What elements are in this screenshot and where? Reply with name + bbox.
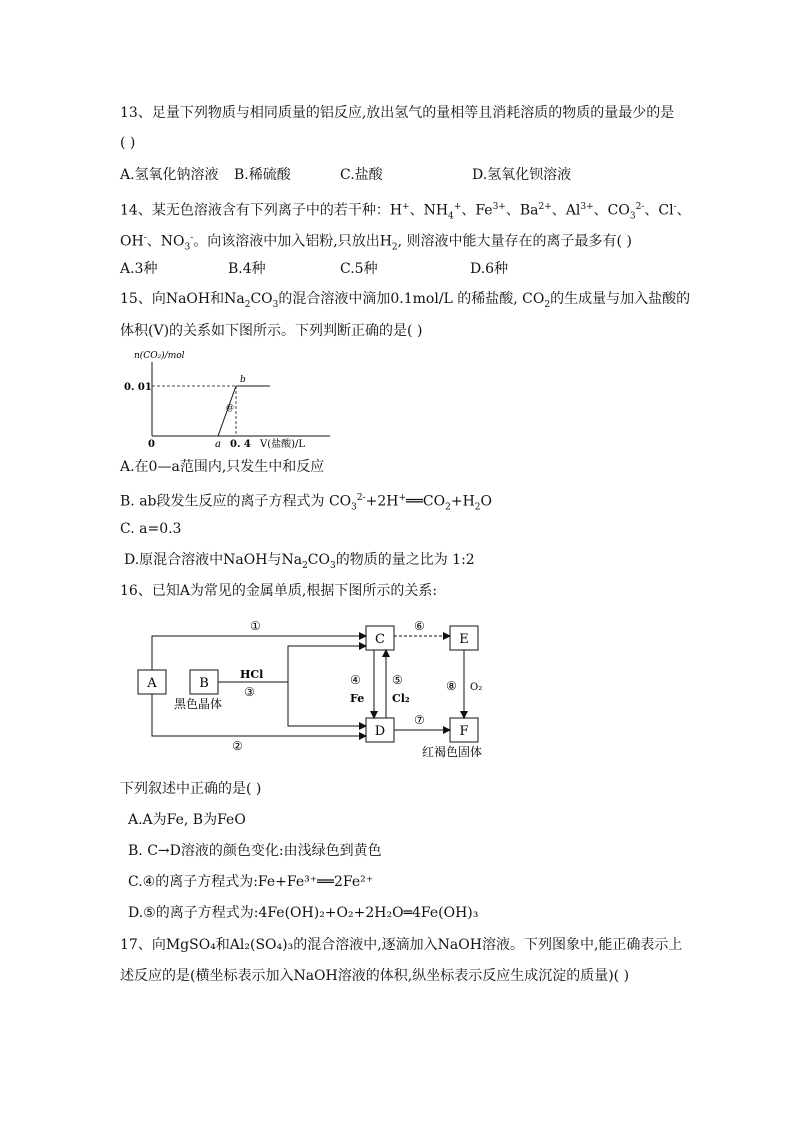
q15-option-c: C. a=0.3 [120, 521, 182, 537]
graph-ylabel: n(CO₂)/mol [134, 351, 185, 361]
q13-option-a: A.氢氧化钠溶液 [120, 167, 219, 183]
q15-option-b: B. ab段发生反应的离子方程式为 $CO_3^{2-}+2H^+══CO_2+H_2O$ [120, 493, 493, 513]
reaction-diagram [130, 610, 500, 760]
svg-text:F: F [459, 724, 469, 739]
svg-text:@: @ [226, 403, 234, 412]
q15-line2: 体积(V)的关系如下图所示。下列判断正确的是( ) [120, 323, 423, 339]
graph-xtick-a: a [215, 439, 221, 450]
graph-ytick: 0. 01 [124, 382, 152, 393]
q16-option-d: D.⑤的离子方程式为:4Fe(OH)₂+O₂+2H₂O═4Fe(OH)₃ [128, 905, 479, 921]
svg-text:⑦: ⑦ [414, 713, 425, 727]
q13-option-c: C.盐酸 [340, 167, 383, 183]
q13-paren: ( ) [120, 135, 136, 151]
q16-option-a: A.A为Fe, B为FeO [128, 812, 246, 828]
svg-text:⑤: ⑤ [392, 673, 403, 687]
q14-line1: 14、某无色溶液含有下列离子中的若干种：H+、$NH_4^+$、$Fe^{3+}$、$Ba^{2+}$、$Al^{3+}$、$CO_3^{2-}$、Cl-、 [120, 202, 691, 222]
graph-xlabel: V(盐酸)/L [260, 439, 306, 450]
co2-graph [120, 344, 350, 450]
graph-point-b: b [240, 375, 246, 385]
q14-option-d: D.6种 [470, 261, 509, 277]
graph-xtick: 0. 4 [230, 439, 251, 450]
svg-text:D: D [374, 724, 386, 739]
f-label: 红褐色固体 [422, 745, 483, 759]
b-label: 黑色晶体 [174, 697, 223, 711]
q16-option-c: C.④的离子方程式为:Fe+Fe³⁺══2Fe²⁺ [128, 874, 374, 890]
svg-text:Fe: Fe [350, 692, 365, 705]
svg-text:HCl: HCl [240, 668, 264, 681]
svg-text:C: C [375, 632, 385, 647]
q16-stem: 16、已知A为常见的金属单质,根据下图所示的关系: [120, 583, 438, 599]
q14-option-b: B.4种 [228, 261, 266, 277]
q15-line1: 15、向NaOH和$Na_2CO_3$的混合溶液中滴加0.1mol/L 的稀盐酸, $CO_2$的生成量与加入盐酸的 [120, 291, 691, 310]
svg-text:②: ② [232, 739, 243, 753]
svg-text:Cl₂: Cl₂ [392, 692, 410, 705]
svg-text:E: E [459, 632, 469, 647]
q14-option-a: A.3种 [120, 261, 158, 277]
q16-option-b: B. C→D溶液的颜色变化:由浅绿色到黄色 [128, 843, 382, 859]
svg-text:A: A [147, 676, 157, 691]
svg-text:③: ③ [244, 685, 255, 699]
q15-option-a: A.在0—a范围内,只发生中和反应 [120, 459, 325, 475]
q14-option-c: C.5种 [340, 261, 378, 277]
svg-text:O₂: O₂ [470, 682, 483, 693]
svg-text:⑥: ⑥ [414, 619, 425, 633]
q13-stem: 13、足量下列物质与相同质量的铝反应,放出氢气的量相等且消耗溶质的物质的量最少的是 [120, 105, 675, 121]
q17-line2: 述反应的是(横坐标表示加入NaOH溶液的体积,纵坐标表示反应生成沉淀的质量)( ) [120, 968, 630, 984]
q13-option-d: D.氢氧化钡溶液 [472, 167, 572, 183]
graph-origin: 0 [148, 439, 155, 450]
svg-text:B: B [199, 676, 209, 691]
svg-text:⑧: ⑧ [446, 679, 457, 693]
svg-text:④: ④ [350, 673, 361, 687]
q16-question: 下列叙述中正确的是( ) [120, 781, 262, 797]
svg-text:①: ① [250, 619, 261, 633]
q14-line2: OH-、$NO_3^-$。向该溶液中加入铝粉,只放出$H_2$, 则溶液中能大量存在的离子最多有( ) [120, 233, 632, 253]
q17-line1: 17、向MgSO₄和Al₂(SO₄)₃的混合溶液中,逐滴加入NaOH溶液。下列图象中,能正确表示上 [120, 937, 683, 953]
q15-option-d: D.原混合溶液中NaOH与$Na_2CO_3$的物质的量之比为 1:2 [124, 552, 475, 571]
q13-option-b: B.稀硫酸 [234, 167, 291, 183]
